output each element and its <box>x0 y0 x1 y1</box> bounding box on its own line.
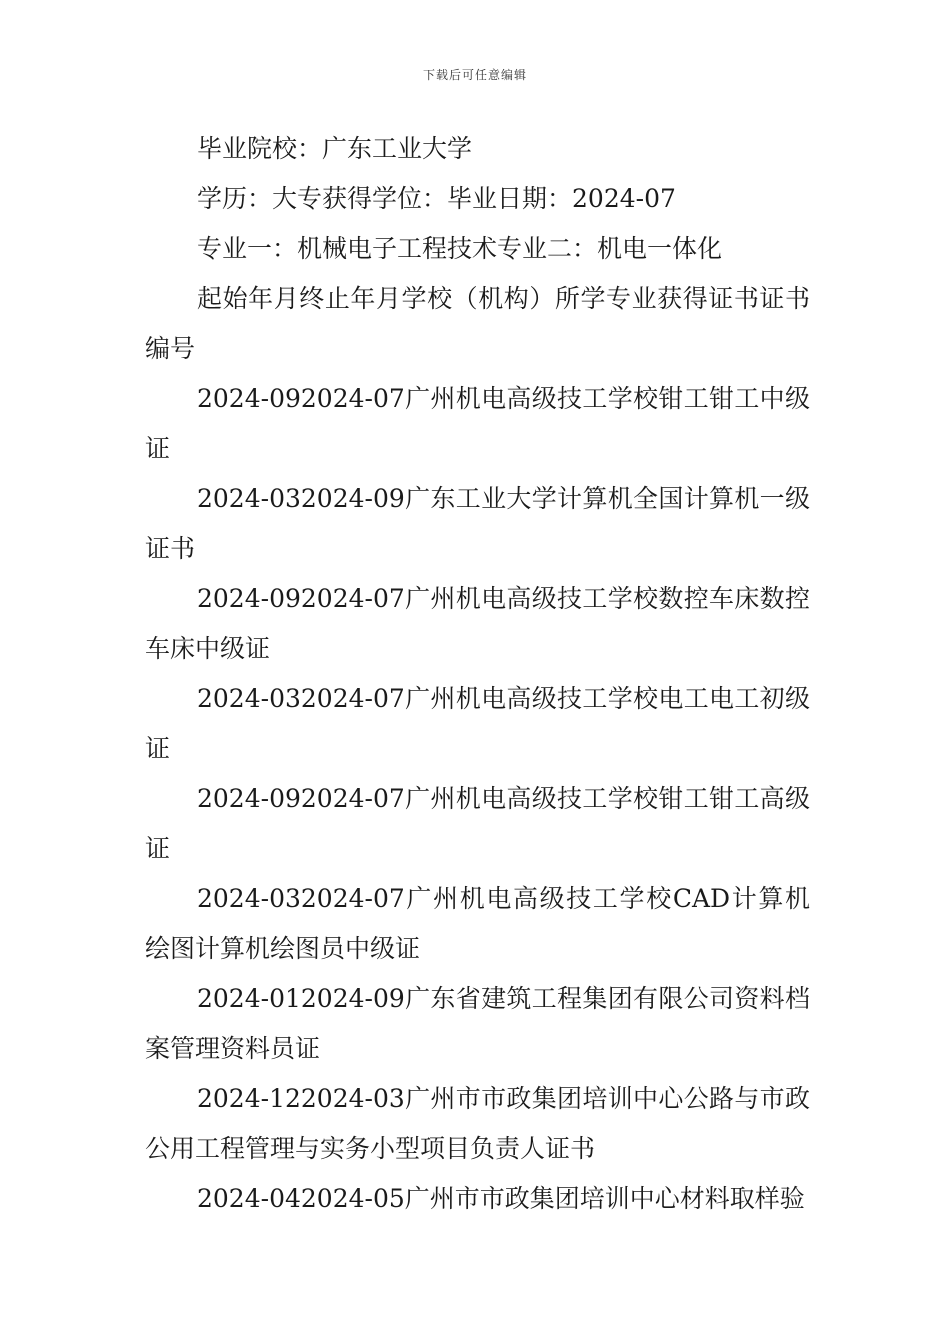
paragraph-record: 2024-042024-05广州市市政集团培训中心材料取样验 <box>197 1184 805 1213</box>
paragraph-record: 2024-032024-07广州机电高级技工学校CAD计算机绘图计算机绘图员中级证 <box>145 884 810 963</box>
paragraph-record: 2024-012024-09广东省建筑工程集团有限公司资料档案管理资料员证 <box>145 984 810 1063</box>
paragraph-record: 2024-092024-07广州机电高级技工学校数控车床数控车床中级证 <box>145 584 810 663</box>
paragraph-majors: 专业一：机械电子工程技术专业二：机电一体化 <box>197 234 723 263</box>
paragraph-table-header: 起始年月终止年月学校（机构）所学专业获得证书证书编号 <box>145 284 810 363</box>
document-body <box>145 124 810 1224</box>
paragraph-record: 2024-032024-07广州机电高级技工学校电工电工初级证 <box>145 684 810 763</box>
paragraph-record: 2024-092024-07广州机电高级技工学校钳工钳工高级证 <box>145 784 810 863</box>
paragraph-record: 2024-122024-03广州市市政集团培训中心公路与市政公用工程管理与实务小型项目负责人证书 <box>145 1084 810 1163</box>
paragraph-record: 2024-032024-09广东工业大学计算机全国计算机一级证书 <box>145 484 810 563</box>
paragraph-record: 2024-092024-07广州机电高级技工学校钳工钳工中级证 <box>145 384 810 463</box>
paragraph-graduation-school: 毕业院校：广东工业大学 <box>197 134 473 163</box>
header-note: 下载后可任意编辑 <box>422 68 527 82</box>
paragraph-education: 学历：大专获得学位：毕业日期：2024-07 <box>197 184 676 213</box>
